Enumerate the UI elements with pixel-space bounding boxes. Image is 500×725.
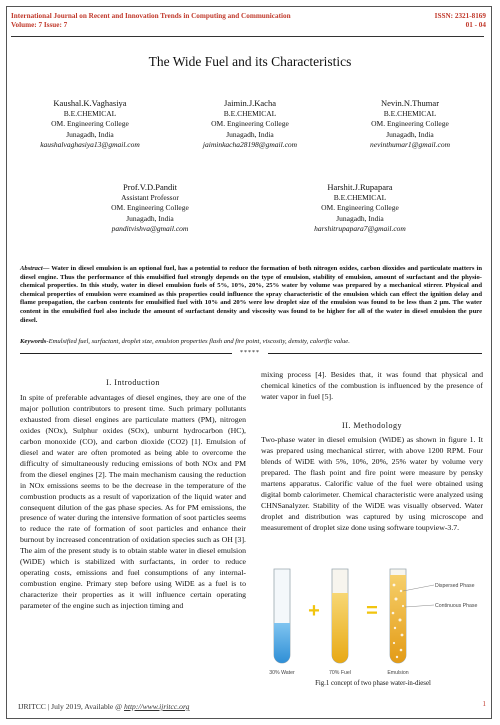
- author-college: OM. Engineering College: [51, 119, 129, 129]
- section-heading-introduction: I. Introduction: [106, 378, 160, 387]
- author-name: Prof.V.D.Pandit: [123, 182, 177, 192]
- author-location: Junagadh, India: [336, 213, 384, 223]
- author-name: Jaimin.J.Kacha: [224, 98, 276, 108]
- author-block: [290, 182, 430, 235]
- abstract-label: Abstract: [20, 265, 43, 272]
- author-college: OM. Engineering College: [111, 203, 189, 213]
- author-block: [20, 98, 160, 151]
- author-name: Kaushal.K.Vaghasiya: [53, 98, 127, 108]
- paper-title: The Wide Fuel and its Characteristics: [148, 54, 352, 69]
- introduction-continuation: [261, 370, 483, 403]
- emulsion-figure: [262, 565, 484, 680]
- dispersed-phase-label: Dispersed Phase: [435, 583, 475, 589]
- equals-sign: =: [366, 600, 378, 622]
- author-block: [180, 98, 320, 151]
- abstract: [20, 265, 482, 325]
- page-number: 1: [482, 700, 486, 708]
- author-location: Junagadh, India: [126, 213, 174, 223]
- author-college: OM. Engineering College: [321, 203, 399, 213]
- header-rule: [11, 36, 484, 37]
- author-block: [80, 182, 220, 235]
- fuel-label: 70% Fuel: [329, 670, 351, 676]
- emulsion-label: Emulsion: [387, 670, 409, 676]
- water-label: 30% Water: [269, 670, 295, 676]
- author-name: Harshit.J.Rupapara: [327, 182, 393, 192]
- fuel-tube: [332, 569, 348, 663]
- author-college: OM. Engineering College: [211, 119, 289, 129]
- separator-rule-right: [268, 353, 482, 354]
- water-tube: [274, 569, 290, 663]
- introduction-paragraph: In spite of preferable advantages of diesel engines, they are one of the major pollution contributors to present time. Such primary pollutants exhausted from diesel engines are particulate matters (PM), nitrogen oxides (NOx), Sulphur oxides (SOx), unburnt hydrocarbon (HC), carbon monoxide (CO), and carbon dioxide (CO2) [1]. Emulsion of diesel and water are often promoted as being able to overcome the difficulty of simultaneously reducing emissions of both NOx and PM from the diesel engines [2]. The main mechanism causing the reduction in NOx emissions seems to be the decrease in the temperature of the combustion products as a result of vaporization of the liquid water and consequent dilution of the gas phase species. As for PM emissions, the presence of water during the intensive formation of soot particles seems to reduce the rate of formation of soot particles and enhance their burnout by increased concentration of oxidation species such as OH [3]. The aim of the present study is to obtain stable water in diesel emulsion (WiDE) which is stabilized with surfactants, in order to reduce operating costs, emissions and fuel consumptions of any internal-combustion engine. Primary step before using WiDE as a fuel is to characterize their properties as it will influence certain operating parameter of the engine such as injection timing and: [20, 393, 246, 611]
- section-heading-methodology: II. Methodology: [342, 421, 402, 430]
- methodology-paragraph: Two-phase water in diesel emulsion (WiDE) as shown in figure 1. It was prepared using mechanical stirrer, with above 1200 RPM. Four blends of WiDE with 5%, 10%, 20%, 25% water by volume very prepared. The flash point and fire point were measure by pensky martens apparatus. Calorific value of the fuel were obtained using digital bomb calorimeter. Chemical characteristic were analyzed using CHNSanalyzer. Stability of the WiDE was visually observed. Water droplet and distribution was captured by using microscope and measurement of droplet size done using software toupview-3.7.: [261, 435, 483, 532]
- emulsion-tube: [390, 569, 406, 663]
- author-degree: B.E.CHEMICAL: [63, 108, 117, 118]
- journal-volume: Volume: 7 Issue: 7: [11, 21, 68, 29]
- introduction-body: [20, 393, 246, 612]
- author-name: Nevin.N.Thumar: [380, 98, 440, 108]
- author-block: [340, 98, 480, 151]
- methodology-body: [261, 435, 483, 534]
- abstract-text: — Water in diesel emulsion is an optional fuel, has a potential to reduce the formation of both nitrogen oxides, carbon dioxides and particulate matters in diesel engine. Thus the performance of this emulsified fuel strongly depends on the type of emulsion, stability of emulsion, amount of surfactant and the physio-chemical properties. In this study, water in diesel emulsion fuels of 5%, 10%, 20%, 25% water by volume was prepared by a mechanical stirrer. Physical and chemical properties of emulsion were examined as this properties could influence the spray characteristic of the emulsion which can effect the ignition delay and flame propagation, the carbon contents for emulsified fuel with 10% and 20% were low droplet size of the emulsion was found to be less than 2 μm. The water content in the emulsified fuel also include the amount of surfactant density and viscosity was found to be higher for all of the water in diesel emulsion the pure diesel.: [20, 265, 482, 324]
- author-location: Junagadh, India: [226, 129, 274, 139]
- introduction-paragraph-continued: mixing process [4]. Besides that, it was found that physical and chemical kinetics of the combustion is influenced by the presence of water vapor in fuel [5].: [261, 370, 483, 401]
- author-location: Junagadh, India: [66, 129, 114, 139]
- journal-title: International Journal on Recent and Innovation Trends in Computing and Communication: [11, 12, 291, 20]
- continuous-phase-label: Continuous Phase: [435, 603, 478, 609]
- author-location: Junagadh, India: [386, 129, 434, 139]
- issn-header: [386, 12, 486, 30]
- keywords: [20, 338, 482, 347]
- footer: [18, 702, 189, 711]
- author-email[interactable]: panditvishva@gmail.com: [111, 224, 189, 234]
- separator-stars: *****: [240, 350, 260, 356]
- plus-sign: +: [308, 600, 320, 622]
- author-email[interactable]: kaushalvaghasiya13@gmail.com: [40, 140, 140, 150]
- author-email[interactable]: harshitrupapara7@gmail.com: [314, 224, 406, 234]
- issn: ISSN: 2321-8169: [434, 12, 486, 20]
- figure-caption: Fig.1 concept of two phase water-in-diesel: [315, 680, 431, 687]
- author-college: OM. Engineering College: [371, 119, 449, 129]
- footer-text: IJRITCC | July 2019, Available @: [18, 702, 125, 711]
- author-degree: B.E.CHEMICAL: [383, 108, 437, 118]
- page-range: 01 - 04: [465, 21, 486, 29]
- author-email[interactable]: jaiminkacha28198@gmail.com: [202, 140, 298, 150]
- keywords-label: Keywords: [20, 338, 47, 345]
- journal-link[interactable]: http://www.ijritcc.org: [124, 702, 190, 711]
- author-degree: B.E.CHEMICAL: [223, 108, 277, 118]
- author-degree: B.E.CHEMICAL: [333, 192, 387, 202]
- keywords-text: -Emulsified fuel, surfactant, droplet size, emulsion properties flash and fire point, viscosity, density, calorific value.: [46, 338, 350, 345]
- journal-header: [11, 12, 351, 30]
- author-email[interactable]: nevinthumar1@gmail.com: [369, 140, 450, 150]
- author-degree: Assistant Professor: [121, 192, 179, 202]
